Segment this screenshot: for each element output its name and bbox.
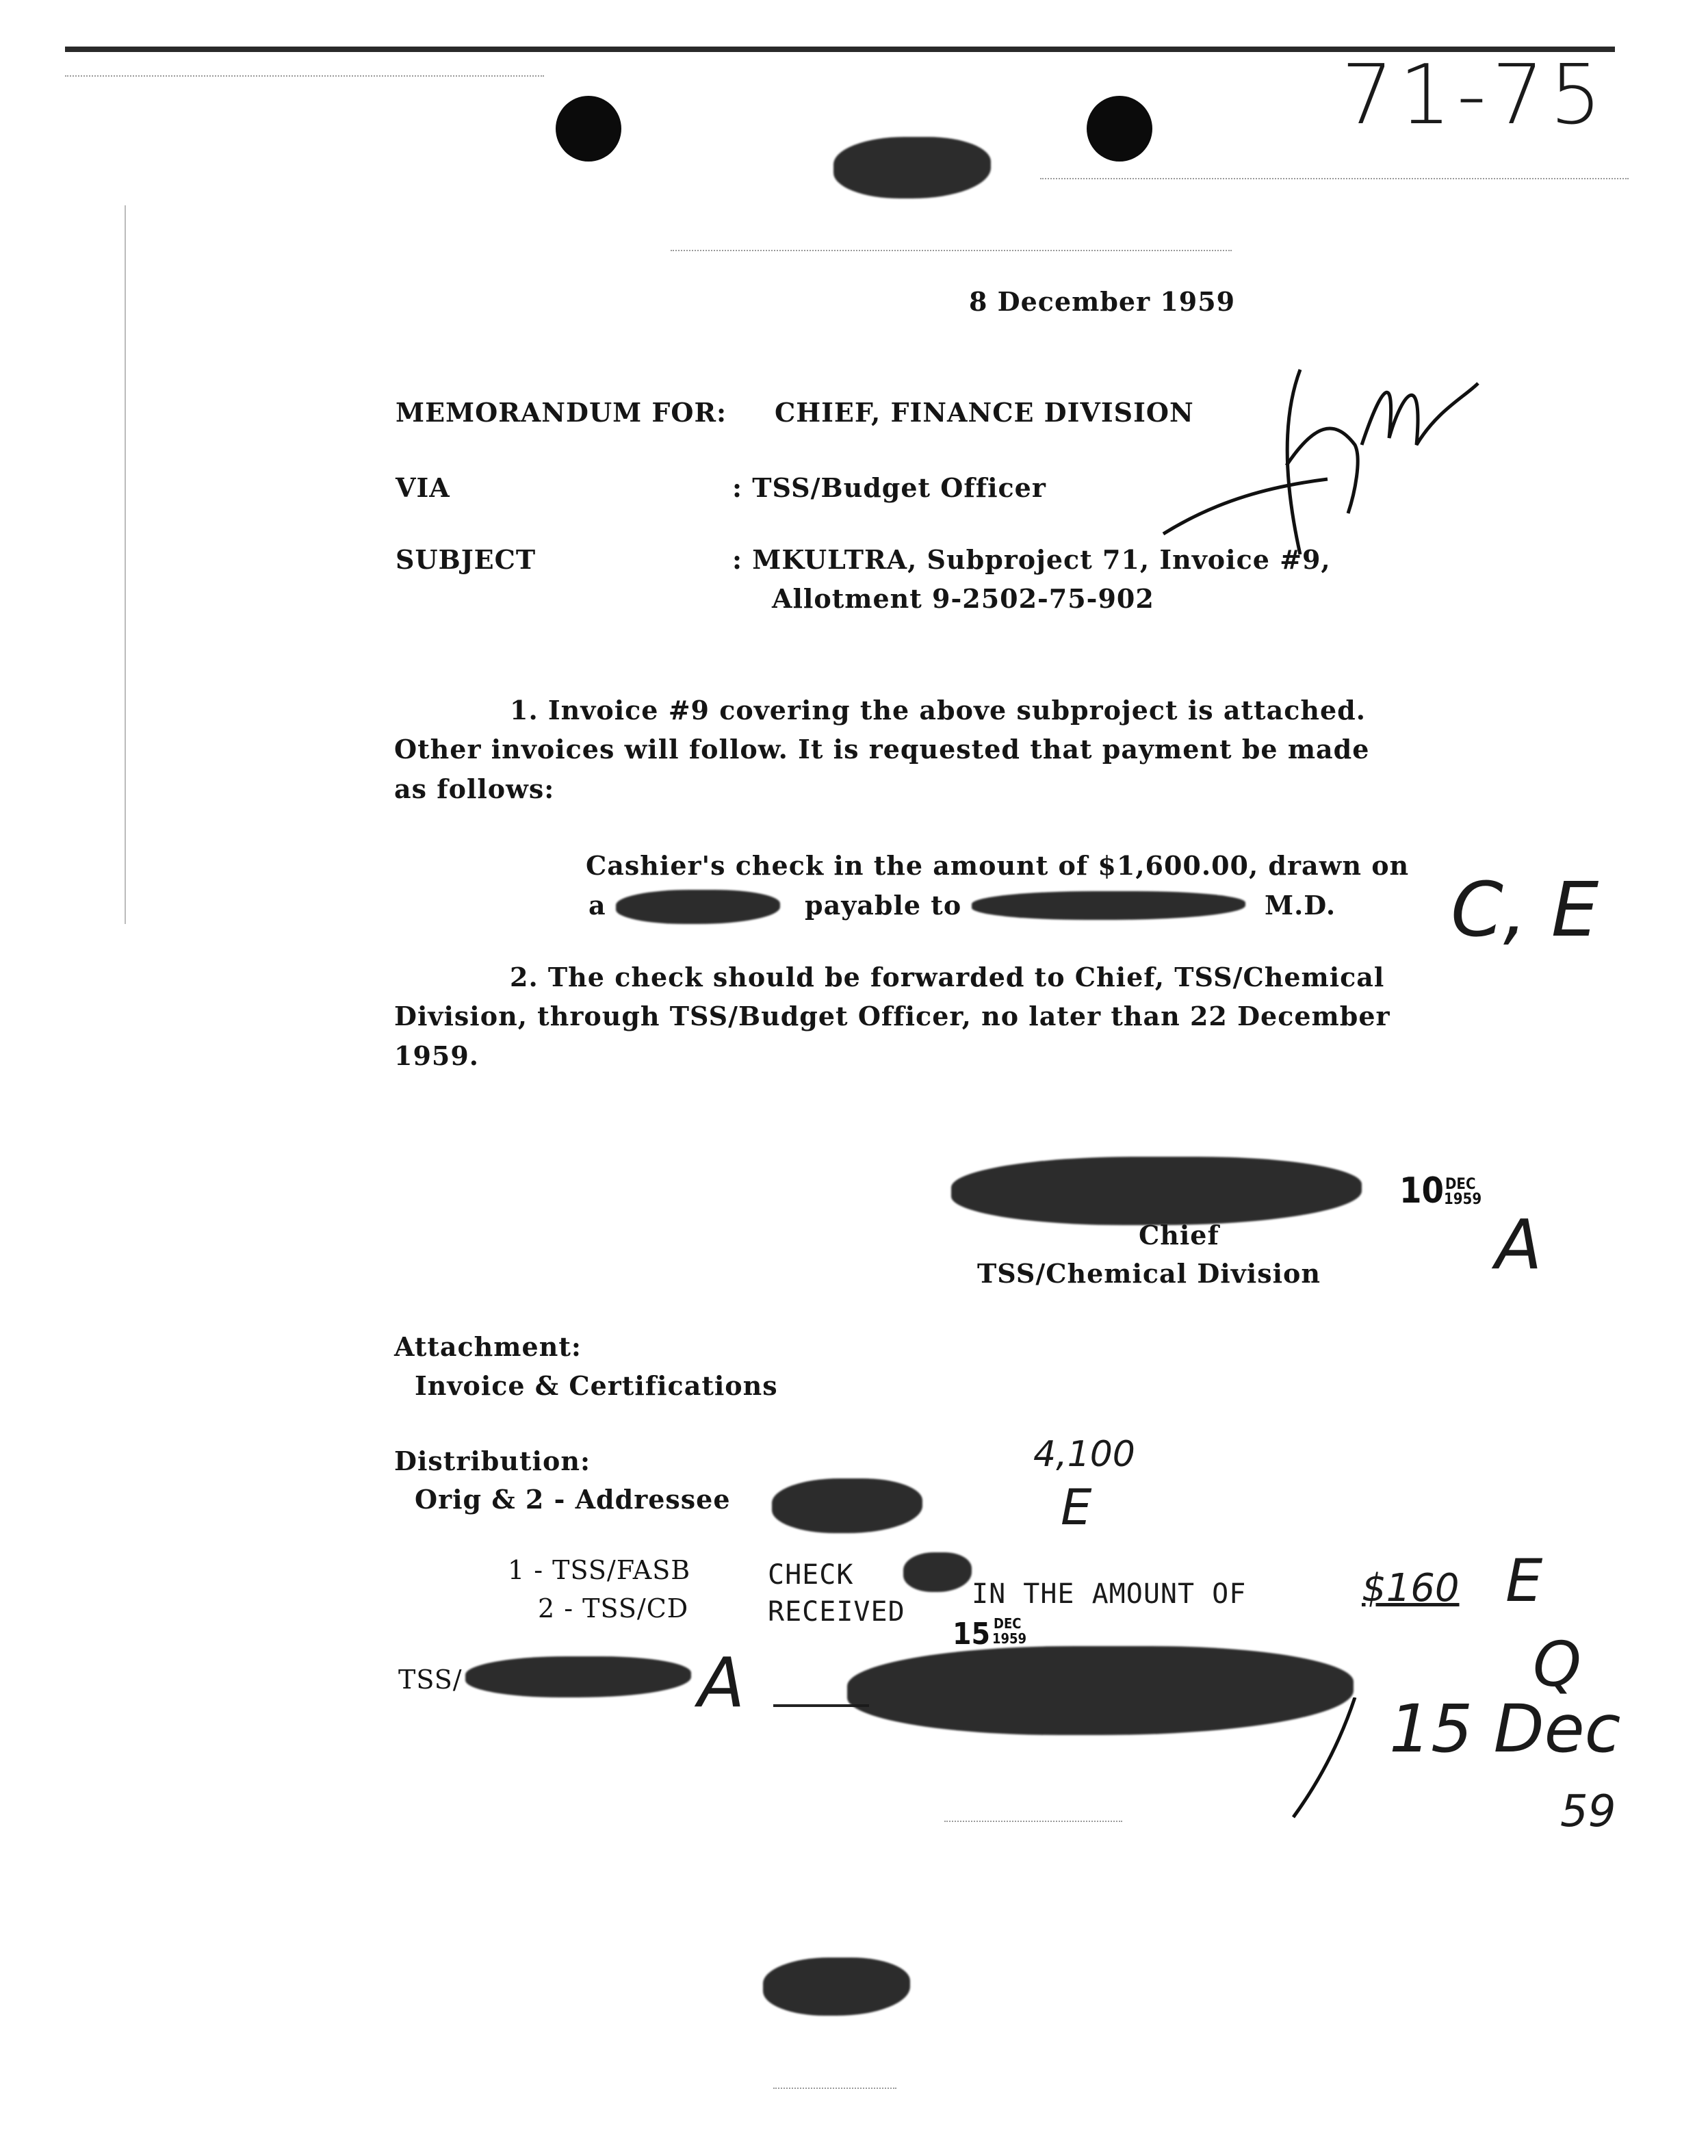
scan-noise-line	[773, 2088, 896, 2089]
handwritten-dist-e: E	[1061, 1478, 1092, 1536]
handwritten-slash	[1286, 1697, 1369, 1821]
punch-hole-left	[556, 96, 621, 162]
attachment-value: Invoice & Certifications	[415, 1370, 778, 1401]
para1-line3: as follows:	[394, 773, 555, 804]
redaction-blob	[833, 137, 991, 198]
handwritten-code-ce: C, E	[1451, 866, 1599, 953]
handwritten-date-year: 59	[1560, 1786, 1616, 1837]
left-margin-line	[125, 205, 126, 924]
memo-via-value: : TSS/Budget Officer	[732, 472, 1046, 503]
redaction-bottom-blob	[763, 1958, 910, 2016]
receipt-stamp-year: 1959	[992, 1630, 1027, 1647]
memo-for-value: CHIEF, FINANCE DIVISION	[775, 397, 1194, 428]
memo-subject-line1: : MKULTRA, Subproject 71, Invoice #9,	[732, 544, 1331, 575]
check-line2-b: payable to	[805, 890, 962, 921]
receipt-stamp-amount-handwritten: $160	[1362, 1566, 1460, 1610]
para1-line2: Other invoices will follow. It is requested that payment be made	[394, 734, 1370, 765]
receipt-stamp-e: E	[1505, 1547, 1543, 1615]
distribution-tss-prefix: TSS/	[398, 1665, 463, 1695]
handwritten-sig-a: A	[698, 1643, 745, 1723]
receipt-stamp-check: CHECK	[768, 1559, 854, 1591]
para2-line3: 1959.	[394, 1040, 479, 1071]
para2-line1: 2. The check should be forwarded to Chief, TSS/Chemical	[510, 962, 1385, 992]
signer-title-division: TSS/Chemical Division	[977, 1258, 1321, 1289]
file-number-handwritten: 71-75	[1341, 48, 1607, 143]
distribution-label: Distribution:	[394, 1446, 591, 1476]
redaction-large-blob	[847, 1646, 1354, 1735]
redaction-signature-name	[951, 1157, 1362, 1225]
scan-noise-line	[65, 75, 544, 77]
distribution-line2: 1 - TSS/FASB	[508, 1555, 691, 1585]
receipt-stamp-day: 15	[953, 1617, 991, 1652]
attachment-label: Attachment:	[394, 1331, 582, 1362]
redaction-tss-unit	[465, 1656, 691, 1697]
check-line2-c: M.D.	[1265, 890, 1336, 921]
para1-line1: 1. Invoice #9 covering the above subproject is attached.	[510, 695, 1366, 726]
memo-date: 8 December 1959	[969, 286, 1236, 317]
memo-via-label: VIA	[396, 472, 450, 503]
receipt-stamp-month: DEC	[994, 1615, 1022, 1632]
check-line1: Cashier's check in the amount of $1,600.00, drawn on	[586, 850, 1410, 881]
redaction-bank-name	[616, 890, 780, 924]
received-stamp-month: DEC	[1445, 1176, 1476, 1193]
scan-noise-line	[1040, 178, 1629, 179]
scan-noise-line	[671, 250, 1232, 251]
handwritten-dist-note: 4,100	[1033, 1434, 1135, 1475]
received-stamp-year: 1959	[1444, 1191, 1482, 1208]
scan-noise-line	[944, 1821, 1122, 1822]
distribution-line1: Orig & 2 - Addressee	[415, 1484, 731, 1515]
file-handwritten-scrawl	[1156, 342, 1485, 561]
redaction-addressee	[772, 1478, 922, 1533]
redaction-stamp	[903, 1552, 972, 1592]
signer-title-chief: Chief	[1139, 1220, 1219, 1250]
memo-subject-line2: Allotment 9-2502-75-902	[772, 583, 1154, 614]
redaction-payee-name	[972, 891, 1245, 920]
receipt-stamp-received: RECEIVED	[768, 1596, 905, 1628]
signer-initial: A	[1495, 1205, 1542, 1285]
distribution-line3: 2 - TSS/CD	[538, 1593, 689, 1624]
check-line2-a: a	[588, 890, 606, 921]
punch-hole-right	[1087, 96, 1152, 162]
para2-line2: Division, through TSS/Budget Officer, no later than 22 December	[394, 1001, 1390, 1031]
handwritten-q: Q	[1533, 1629, 1581, 1701]
received-stamp-day: 10	[1399, 1170, 1445, 1211]
memo-for-label: MEMORANDUM FOR:	[396, 397, 727, 428]
receipt-stamp-amount-label: IN THE AMOUNT OF	[972, 1578, 1247, 1610]
memo-subject-label: SUBJECT	[396, 544, 536, 575]
handwritten-date-note: 15 Dec	[1389, 1691, 1621, 1767]
